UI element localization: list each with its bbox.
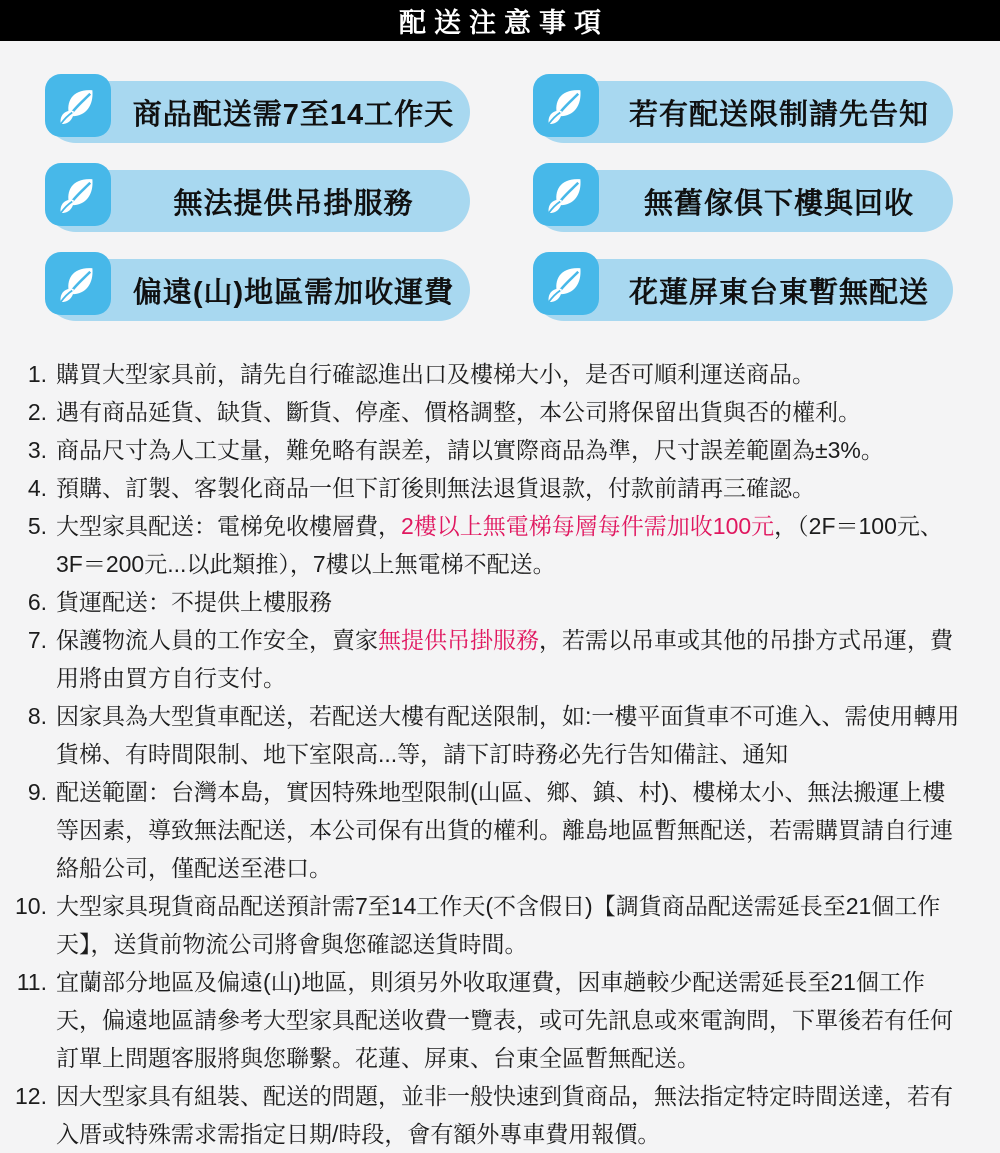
notes-list [0, 355, 1000, 1153]
text-segment: 2樓以上無電梯每層每件需加收100元 [401, 513, 775, 539]
item-text [56, 469, 964, 507]
text-segment: 商品尺寸為人工丈量，難免略有誤差，請以實際商品為準，尺寸誤差範圍為±3%。 [56, 437, 884, 463]
leaf-icon [533, 74, 599, 137]
item-number: 7. [27, 627, 47, 653]
item-number: 8. [27, 703, 47, 729]
badge-no-hoist [45, 170, 470, 232]
item-number: 11. [16, 969, 47, 995]
item-number: 3. [27, 437, 47, 463]
badge-label: 花蓮屏東台東暫無配送 [628, 276, 929, 309]
leaf-icon [533, 252, 599, 315]
item-number: 10. [15, 893, 47, 919]
list-item-12 [0, 1077, 1000, 1153]
item-text [56, 507, 964, 583]
list-item-9 [0, 773, 1000, 887]
item-number: 5. [27, 513, 47, 539]
item-text [56, 355, 964, 393]
list-item-6 [0, 583, 1000, 621]
text-segment: 大型家具配送：電梯免收樓層費， [56, 513, 401, 539]
item-text [56, 621, 964, 697]
badge-row [0, 170, 1000, 232]
badge-label: 商品配送需7至14工作天 [132, 98, 455, 131]
badge-section [0, 81, 1000, 321]
badge-remote-fee [45, 259, 470, 321]
badge-no-removal [533, 170, 953, 232]
page-header [0, 0, 1000, 41]
text-segment: 無提供吊掛服務 [378, 627, 539, 653]
badge-label: 若有配送限制請先告知 [628, 98, 929, 131]
list-item-10 [0, 887, 1000, 963]
badge-delivery-time [45, 81, 470, 143]
text-segment: 配送範圍：台灣本島，實因特殊地型限制(山區、鄉、鎮、村)、樓梯太小、無法搬運上樓等因素，導致無法配送，本公司保有出貨的權利。離島地區暫無配送，若需購買請自行連絡船公司，僅配送至港口。 [56, 779, 953, 881]
leaf-icon [45, 74, 111, 137]
text-segment: 購買大型家具前，請先自行確認進出口及樓梯大小，是否可順利運送商品。 [56, 361, 815, 387]
text-segment: 因家具為大型貨車配送，若配送大樓有配送限制，如:一樓平面貨車不可進入、需使用轉用貨梯、有時間限制、地下室限高...等，請下訂時務必先行告知備註、通知 [56, 703, 960, 767]
leaf-icon [45, 252, 111, 315]
text-segment: 預購、訂製、客製化商品一但下訂後則無法退貨退款，付款前請再三確認。 [56, 475, 815, 501]
list-item-7 [0, 621, 1000, 697]
badge-row [0, 259, 1000, 321]
badge-delivery-limit [533, 81, 953, 143]
text-segment: 因大型家具有組裝、配送的問題，並非一般快速到貨商品，無法指定特定時間送達，若有入厝或特殊需求需指定日期/時段，會有額外專車費用報價。 [56, 1083, 953, 1147]
list-item-5 [0, 507, 1000, 583]
text-segment: ，若需以吊車或其他的吊掛方式吊運，費用將由買方自行支付。 [56, 627, 953, 691]
leaf-icon [45, 163, 111, 226]
item-number: 12. [15, 1083, 47, 1109]
text-segment: 貨運配送：不提供上樓服務 [56, 589, 332, 615]
text-segment: 保護物流人員的工作安全，賣家 [56, 627, 378, 653]
page-title: 配送注意事項 [399, 8, 609, 38]
list-item-11 [0, 963, 1000, 1077]
item-text [56, 431, 964, 469]
badge-no-east-delivery [533, 259, 953, 321]
list-item-2 [0, 393, 1000, 431]
text-segment: 宜蘭部分地區及偏遠(山)地區，則須另外收取運費，因車趟較少配送需延長至21個工作天，偏遠地區請參考大型家具配送收費一覽表，或可先訊息或來電詢問，下單後若有任何訂單上問題客服將與您聯繫。花蓮、屏東、台東全區暫無配送。 [56, 969, 953, 1071]
item-text [56, 583, 964, 621]
item-number: 1. [27, 361, 47, 387]
list-item-3 [0, 431, 1000, 469]
list-item-8 [0, 697, 1000, 773]
text-segment: 大型家具現貨商品配送預計需7至14工作天(不含假日)【調貨商品配送需延長至21個工作天】，送貨前物流公司將會與您確認送貨時間。 [56, 893, 941, 957]
item-number: 2. [27, 399, 47, 425]
item-number: 6. [27, 589, 47, 615]
badge-row [0, 81, 1000, 143]
item-text [56, 887, 964, 963]
leaf-icon [533, 163, 599, 226]
item-text [56, 393, 964, 431]
text-segment: ，（2F＝100元、3F＝200元...以此類推），7樓以上無電梯不配送。 [56, 513, 943, 577]
item-number: 4. [27, 475, 47, 501]
item-text [56, 963, 964, 1077]
badge-label: 無法提供吊掛服務 [173, 187, 414, 220]
item-text [56, 1077, 964, 1153]
list-item-1 [0, 355, 1000, 393]
item-text [56, 773, 964, 887]
text-segment: 遇有商品延貨、缺貨、斷貨、停產、價格調整，本公司將保留出貨與否的權利。 [56, 399, 861, 425]
badge-label: 偏遠(山)地區需加收運費 [132, 276, 455, 309]
item-text [56, 697, 964, 773]
badge-label: 無舊傢俱下樓與回收 [643, 187, 914, 220]
item-number: 9. [27, 779, 47, 805]
list-item-4 [0, 469, 1000, 507]
